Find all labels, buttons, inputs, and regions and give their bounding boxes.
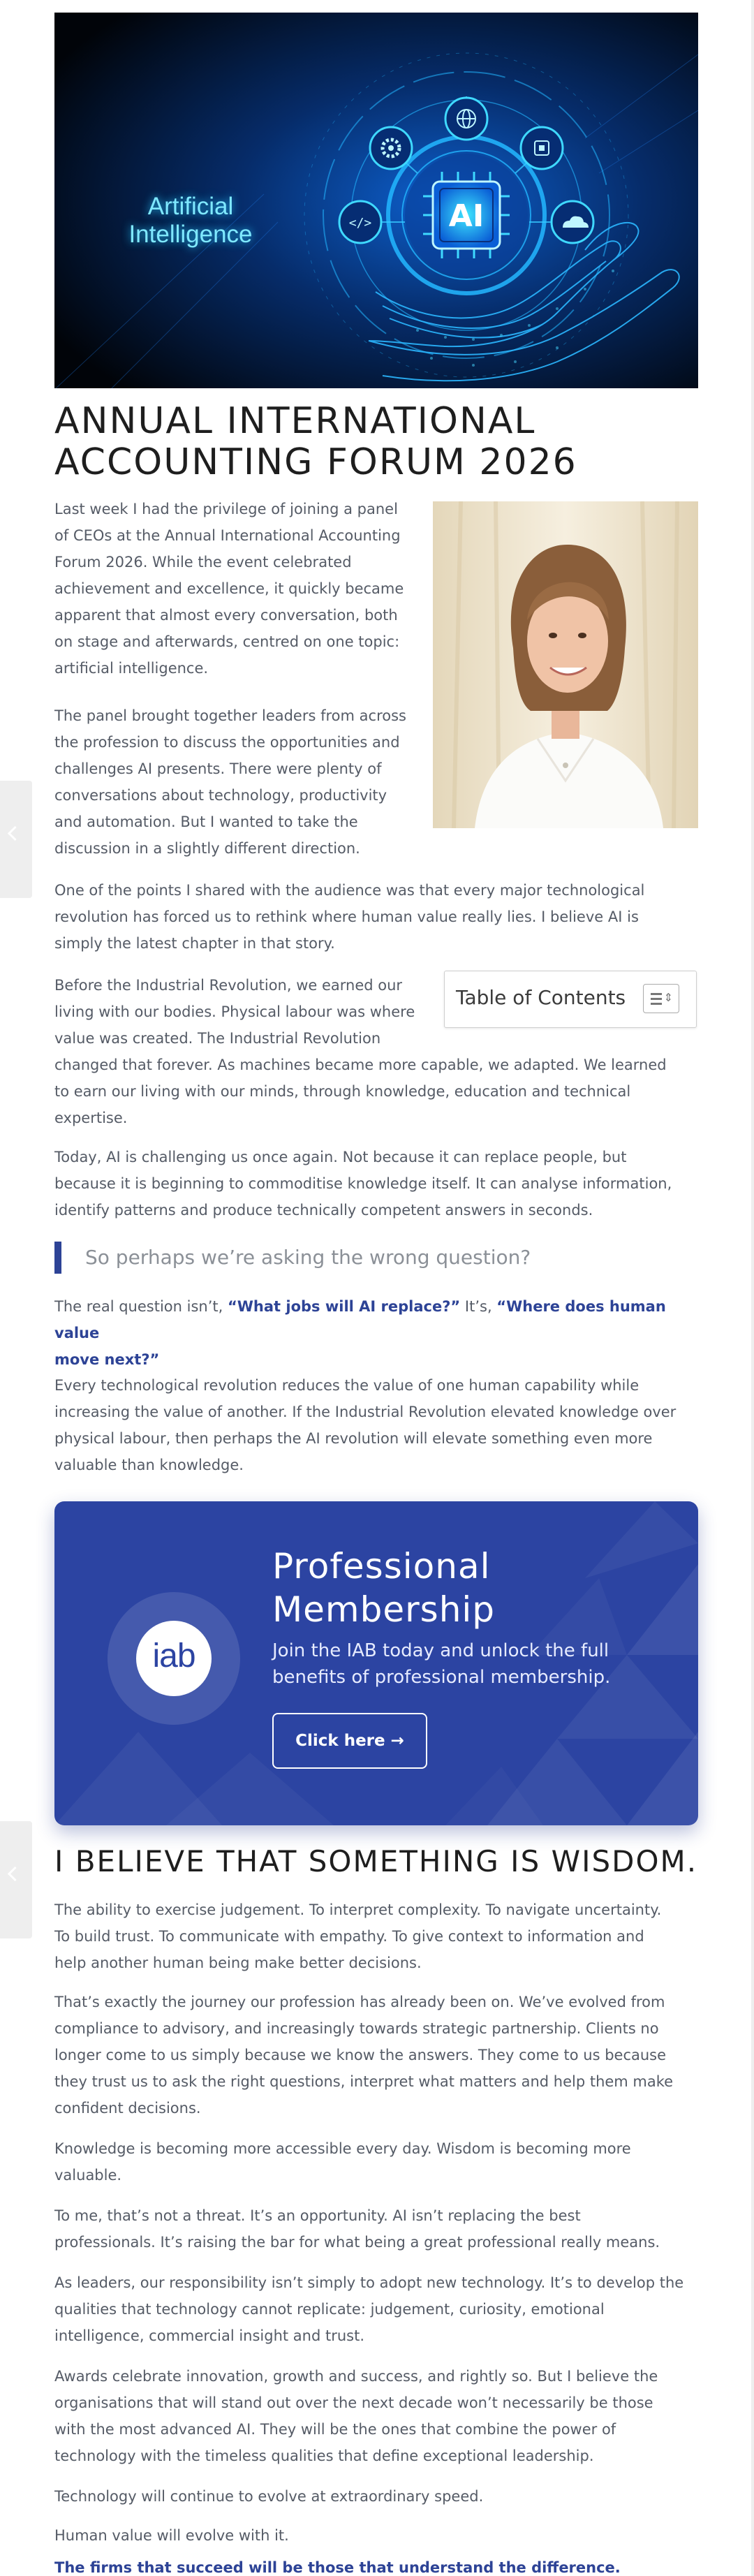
iab-logo-text: iab [152,1637,195,1675]
banner-title [272,1545,607,1631]
banner-subtitle-line: Join the IAB today and unlock the full [272,1640,609,1661]
article-title-line: ANNUAL INTERNATIONAL [54,400,536,442]
paragraph-revolution: Every technological revolution reduces the value of one human capability while increasing the value of another. If the Industrial Revolution elevated knowledge over physical labour, then perhaps the AI revolution will elevate something even more valuable than knowledge. [54,1377,677,1473]
banner-title-line: Membership [272,1589,496,1630]
paragraph-human-value: Human value will evolve with it. [54,2527,289,2544]
author-portrait [433,501,698,828]
click-here-button[interactable]: Click here → [272,1713,427,1769]
gear-icon [370,127,412,169]
article-title-line: ACCOUNTING FORUM 2026 [54,441,577,483]
pull-quote-text: So perhaps we’re asking the wrong question? [85,1246,531,1269]
cloud-icon [552,201,593,243]
pull-quote [54,1242,698,1274]
previous-post-tab-lower[interactable] [0,1821,32,1938]
hero-title [96,193,285,249]
hero-title-line: Artificial [147,193,234,220]
highlight-question: “What jobs will AI replace?” [227,1298,461,1315]
banner-subtitle [272,1637,621,1691]
paragraph-today: Today, AI is challenging us once again. Not because it can replace people, but because it is beginning to commoditise knowledge itself. It can analyse information, identify patterns and produce technically competent answers in seconds. [54,1149,672,1219]
iab-logo [136,1621,212,1696]
toc-title: Table of Contents [456,986,626,1009]
paragraph-technology: Technology will continue to evolve at extraordinary speed. [54,2488,484,2505]
highlight-answer: “Where does human value [54,1298,666,1341]
paragraph-panel: The panel brought together leaders from across the profession to discuss the opportunities and challenges AI presents. There were plenty of conversations about technology, productivity and automation. But I wanted to take the discussion in a slightly different direction. [54,707,406,857]
ai-chip-label: AI [448,198,485,234]
globe-icon [445,98,487,140]
highlight-answer: move next?” [54,1351,160,1368]
paragraph-intro: Last week I had the privilege of joining a panel of CEOs at the Annual International Accounting Forum 2026. While the event celebrated achievement and excellence, it quickly became apparent that almost every conversation, both on stage and afterwards, centred on one topic: artificial intelligence. [54,501,404,677]
paragraph-leaders: As leaders, our responsibility isn’t simply to adopt new technology. It’s to develop the qualities that technology cannot replicate: judgement, curiosity, emotional intelligence, commercial insight and trust. [54,2274,684,2344]
paragraph-journey: That’s exactly the journey our profession has already been on. We’ve evolved from compliance to advisory, and increasingly towards strategic partnership. Clients no longer come to us simply because we know the answers. They come to us because they trust us to ask the right questions, interpret what matters and help them make confident decisions. [54,1994,674,2117]
article-title [54,401,698,483]
sort-arrows-icon: ⇕ [663,991,673,1004]
paragraph-knowledge: Knowledge is becoming more accessible every day. Wisdom is becoming more valuable. [54,2140,631,2184]
paragraph-real-question: The real question isn’t, “What jobs will AI replace?” It’s, “Where does human value move next?” [54,1298,666,1368]
chevron-left-icon [8,826,22,841]
banner-subtitle-line: benefits of professional membership. [272,1667,611,1688]
code-icon [339,201,381,243]
paragraph-points: One of the points I shared with the audience was that every major technological revolution has forced us to rethink where human value really lies. I believe AI is simply the latest chapter in that story. [54,882,645,952]
paragraph-judgement: The ability to exercise judgement. To interpret complexity. To navigate uncertainty. To build trust. To communicate with empathy. To give context to information and help another human being make better decisions. [54,1901,662,1971]
closing-line: The firms that succeed will be those that understand the difference. [54,2559,621,2576]
chevron-left-icon [8,1867,22,1881]
page-scrollbar[interactable] [751,0,754,2576]
chip-icon [521,127,563,169]
paragraph-opportunity: To me, that’s not a threat. It’s an opportunity. AI isn’t replacing the best professionals. It’s raising the bar for what being a great professional really means. [54,2207,660,2251]
paragraph-awards: Awards celebrate innovation, growth and success, and rightly so. But I believe the organisations that will stand out over the next decade won’t necessarily be those with the most advanced AI. They will be the ones that combine the power of technology with the timeless qualities that define exceptional leadership. [54,2368,658,2464]
hero-image [54,13,698,388]
previous-post-tab[interactable] [0,781,32,898]
svg-text:</>: </> [348,216,372,230]
paragraph-industrial: Before the Industrial Revolution, we earned our living with our bodies. Physical labour was where value was created. The Industrial Revolution changed that forever. As machines became more capable, we adapted. We learned to earn our living with our minds, through knowledge, education and technical expertise. [54,977,667,1126]
membership-banner[interactable] [54,1501,698,1825]
section-heading-wisdom: I BELIEVE THAT SOMETHING IS WISDOM. [54,1844,698,1878]
banner-title-line: Professional [272,1546,491,1587]
hero-title-line: Intelligence [128,221,253,248]
